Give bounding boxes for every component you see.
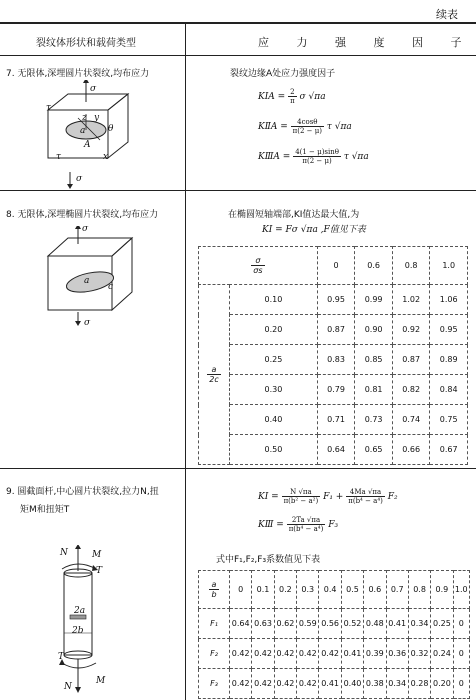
- case9-col-header: 0.7: [386, 571, 408, 609]
- case8-ratio: 0.10: [230, 285, 318, 315]
- case9-note: 式中F₁,F₂,F₃系数值见下表: [216, 555, 321, 565]
- fig9-N-top: N: [60, 548, 68, 558]
- case8-cell: 0.84: [430, 375, 468, 405]
- case9-cell: 0.39: [364, 639, 386, 669]
- case9-cell: 0: [453, 609, 469, 639]
- case8-label: 8. 无限体,深埋椭圆片状裂纹,均布应力: [6, 210, 159, 220]
- case8-ratio: 0.20: [230, 315, 318, 345]
- fig9-M-bottom: M: [96, 676, 106, 686]
- case8-cell: 0.75: [430, 405, 468, 435]
- case8-ratio: 0.25: [230, 345, 318, 375]
- fig7-tau-left: τ: [46, 103, 51, 113]
- case7-k1a: KⅠA = $\frac{2}{\pi}$ σ √πa: [258, 88, 326, 105]
- fig9-N-bottom: N: [64, 682, 72, 692]
- case9-label-line1: 9. 圆截面杆,中心圆片状裂纹,拉力N,扭: [6, 487, 159, 497]
- case8-cell: 0.83: [317, 345, 355, 375]
- case9-row-label: F₂: [199, 639, 230, 669]
- fig7-A: A: [84, 140, 91, 150]
- case9-cell: 0.20: [431, 669, 453, 699]
- fig7-a: a: [80, 126, 86, 136]
- case8-cell: 0.89: [430, 345, 468, 375]
- case7-intro: 裂纹边缘A处应力强度因子: [230, 69, 336, 79]
- case9-cell: 0.32: [408, 639, 430, 669]
- case8-table-corner: $\frac{\sigma}{\sigma s}$: [199, 247, 318, 285]
- case8-cell: 0.65: [355, 435, 393, 465]
- case9-col-header: 1.0: [453, 571, 469, 609]
- case9-cell: 0.52: [341, 609, 363, 639]
- case9-col-header: 0.9: [431, 571, 453, 609]
- case7-label: 7. 无限体,深埋圆片状裂纹,均布应力: [6, 69, 150, 79]
- case9-cell: 0.36: [386, 639, 408, 669]
- case9-cell: 0.41: [386, 609, 408, 639]
- case9-cell: 0: [453, 669, 469, 699]
- case9-figure: [40, 545, 130, 695]
- case9-cell: 0.42: [230, 639, 252, 669]
- case9-col-header: 0.2: [274, 571, 296, 609]
- case9-row-label: F₃: [199, 669, 230, 699]
- case9-row-label: F₁: [199, 609, 230, 639]
- case8-cell: 0.95: [317, 285, 355, 315]
- fig7-z: z: [82, 113, 87, 123]
- case9-cell: 0.42: [297, 639, 319, 669]
- case9-cell: 0.42: [319, 639, 341, 669]
- case8-col-header: 1.0: [430, 247, 468, 285]
- fig8-c: c: [108, 282, 114, 292]
- case9-cell: 0.38: [364, 669, 386, 699]
- fig7-sigma-bottom: σ: [76, 174, 83, 184]
- case9-col-header: 0.8: [408, 571, 430, 609]
- case9-cell: 0.59: [297, 609, 319, 639]
- column-divider: [185, 22, 186, 700]
- case8-cell: 0.92: [392, 315, 430, 345]
- case9-col-header: 0: [230, 571, 252, 609]
- fig7-tau-bottom: τ: [56, 152, 61, 162]
- case9-cell: 0.42: [252, 639, 274, 669]
- case8-cell: 0.67: [430, 435, 468, 465]
- case9-f-table: [198, 570, 470, 699]
- case9-cell: 0.62: [274, 609, 296, 639]
- case8-cell: 0.73: [355, 405, 393, 435]
- fig9-2a: 2a: [74, 606, 86, 616]
- header-col2: 应 力 强 度 因 子: [258, 36, 474, 49]
- fig7-sigma-top: σ: [90, 84, 97, 94]
- case9-cell: 0.64: [230, 609, 252, 639]
- case9-cell: 0.24: [431, 639, 453, 669]
- case8-formula: KⅠ = Fσ √πa ,F值见下表: [262, 225, 366, 235]
- case7-k2a: KⅡA = $\frac{4\cos\theta}{\pi(2 - \mu)}$ τ √πa: [258, 118, 352, 135]
- case8-cell: 0.71: [317, 405, 355, 435]
- case9-label-line2: 矩M和扭矩T: [20, 505, 70, 515]
- fig9-M-top: M: [92, 550, 102, 560]
- case9-cell: 0.56: [319, 609, 341, 639]
- case9-col-header: 0.1: [252, 571, 274, 609]
- case9-cell: 0.42: [297, 669, 319, 699]
- case8-cell: 0.81: [355, 375, 393, 405]
- case8-cell: 0.85: [355, 345, 393, 375]
- case9-cell: 0: [453, 639, 469, 669]
- case9-col-header: 0.4: [319, 571, 341, 609]
- case8-col-header: 0.6: [355, 247, 393, 285]
- case9-table-corner: $\frac{a}{b}$: [199, 571, 230, 609]
- case8-cell: 0.95: [430, 315, 468, 345]
- case8-cell: 0.99: [355, 285, 393, 315]
- case8-cell: 1.02: [392, 285, 430, 315]
- case8-ratio: 0.30: [230, 375, 318, 405]
- fig7-x: x: [103, 152, 109, 162]
- case8-cell: 0.87: [317, 315, 355, 345]
- case8-cell: 1.06: [430, 285, 468, 315]
- case9-cell: 0.63: [252, 609, 274, 639]
- case9-cell: 0.48: [364, 609, 386, 639]
- table-top-rule: [0, 22, 476, 24]
- case8-col-header: 0.8: [392, 247, 430, 285]
- case8-f-table: [198, 246, 468, 465]
- fig8-sigma-bottom: σ: [84, 318, 91, 328]
- case9-cell: 0.34: [408, 609, 430, 639]
- fig7-y: y: [94, 113, 100, 123]
- fig8-a: a: [84, 276, 90, 286]
- row7-bottom-rule: [0, 190, 476, 191]
- case9-col-header: 0.5: [341, 571, 363, 609]
- case9-cell: 0.40: [341, 669, 363, 699]
- case9-k3: KⅢ = $\frac{2Ta √\pi a}{\text{π(b⁴ − a⁴)}}$ F₃: [258, 516, 339, 533]
- header-bottom-rule: [0, 55, 476, 56]
- fig7-theta: θ: [108, 124, 114, 134]
- case7-figure: [30, 80, 150, 190]
- fig8-sigma-top: σ: [82, 224, 89, 234]
- case8-ratio: 0.50: [230, 435, 318, 465]
- header-col1: 裂纹体形状和载荷类型: [36, 38, 136, 49]
- case9-col-header: 0.6: [364, 571, 386, 609]
- case9-cell: 0.41: [319, 669, 341, 699]
- case9-k1: KⅠ = $\frac{N √\pi a}{\text{π(b² − a²)}}$ F₁ + $\frac{4Ma √\pi a}{\text{π(b⁴ − a⁴)}}$ F₂: [258, 488, 398, 505]
- fig9-T-bottom: T: [58, 652, 65, 662]
- case8-cell: 0.79: [317, 375, 355, 405]
- case9-cell: 0.42: [230, 669, 252, 699]
- case7-k3a: KⅢA = $\frac{4(1 - \mu)\sin\theta}{\pi(2 - \mu)}$ τ √πa: [258, 148, 369, 165]
- row8-bottom-rule: [0, 468, 476, 469]
- case9-cell: 0.42: [274, 669, 296, 699]
- case9-col-header: 0.3: [297, 571, 319, 609]
- case9-cell: 0.28: [408, 669, 430, 699]
- case9-cell: 0.34: [386, 669, 408, 699]
- case8-figure: [32, 226, 152, 326]
- case8-col-header: 0: [317, 247, 355, 285]
- case8-cell: 0.64: [317, 435, 355, 465]
- case8-cell: 0.74: [392, 405, 430, 435]
- continuation-label: 续表: [436, 8, 458, 21]
- case8-cell: 0.66: [392, 435, 430, 465]
- case9-cell: 0.42: [252, 669, 274, 699]
- fig9-2b: 2b: [72, 626, 84, 636]
- case9-cell: 0.25: [431, 609, 453, 639]
- case8-intro: 在椭圆短轴端部,KⅠ值达最大值,为: [228, 210, 360, 220]
- case9-cell: 0.42: [274, 639, 296, 669]
- case9-cell: 0.41: [341, 639, 363, 669]
- case8-cell: 0.90: [355, 315, 393, 345]
- case8-cell: 0.87: [392, 345, 430, 375]
- fig9-T-top: T: [96, 566, 103, 576]
- case8-ratio: 0.40: [230, 405, 318, 435]
- case8-cell: 0.82: [392, 375, 430, 405]
- case8-row-label: $\frac{a}{2c}$: [199, 285, 230, 465]
